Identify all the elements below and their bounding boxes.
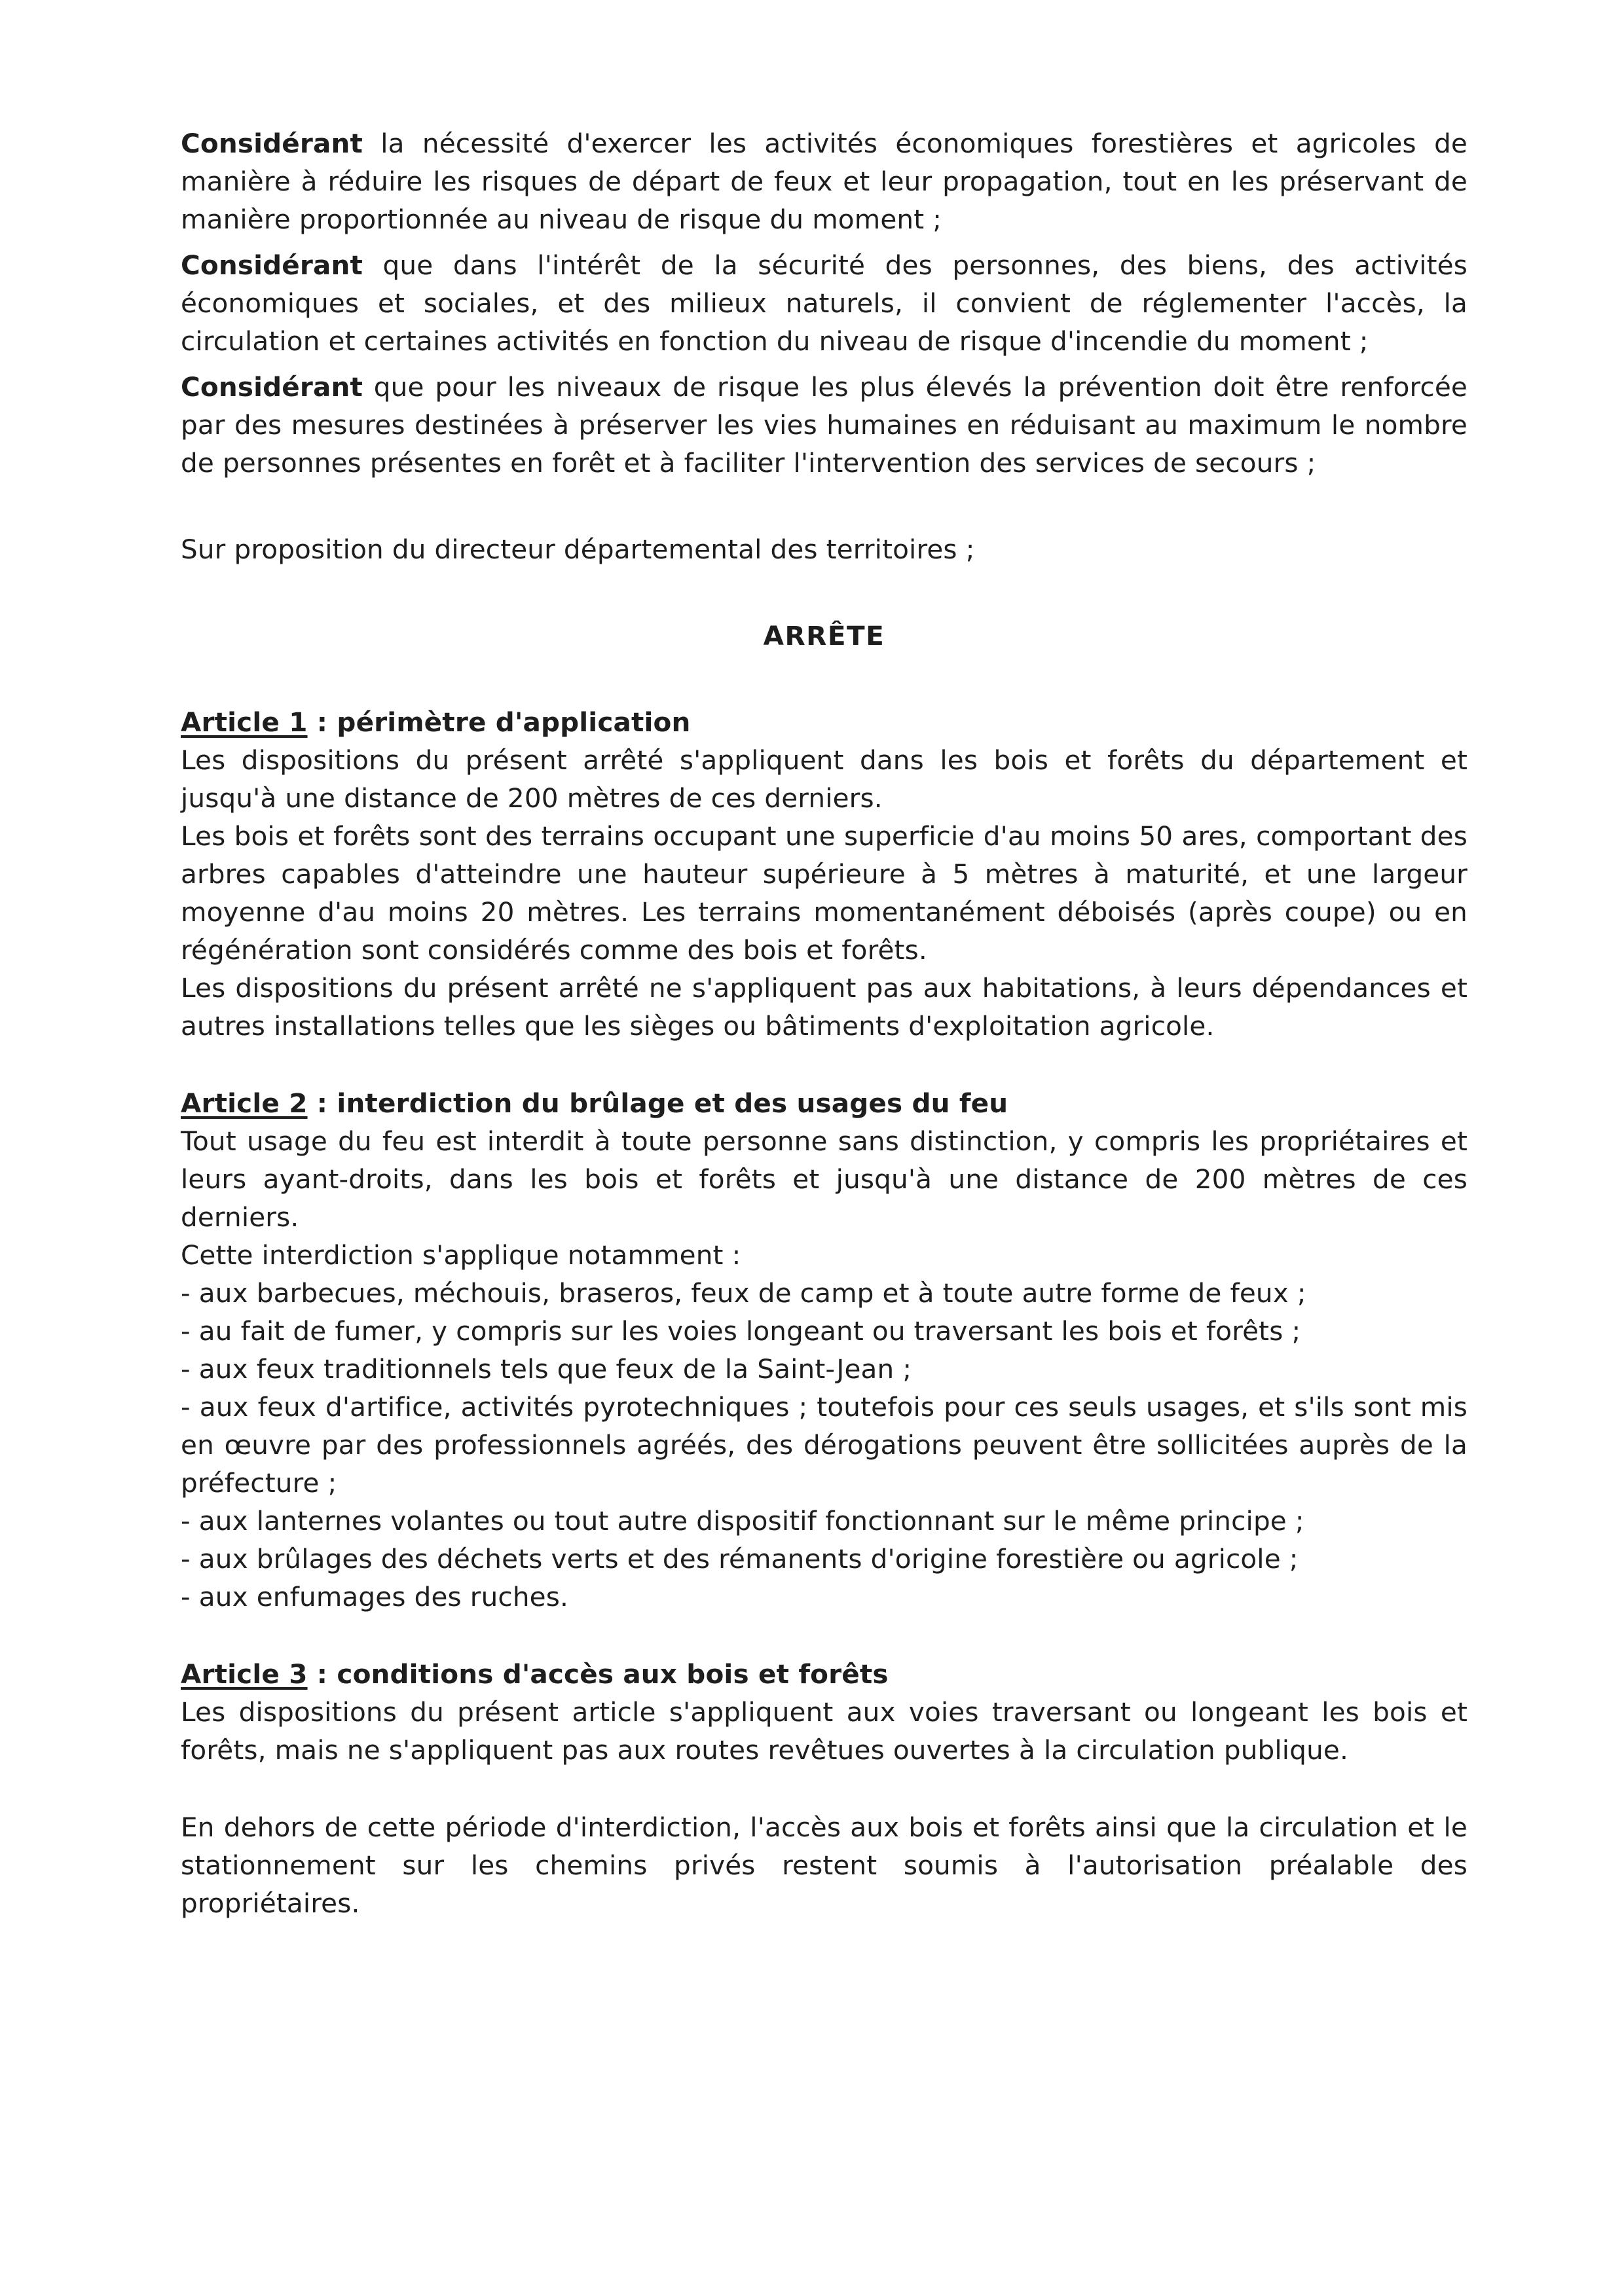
document-body [181,124,1467,1922]
article-number: Article 1 [181,706,308,738]
article-separator: : [307,1658,337,1690]
considerant-lead: Considérant [181,371,363,403]
considerant-2 [181,246,1467,360]
decree-title: ARRÊTE [763,620,885,651]
list-item: - aux barbecues, méchouis, braseros, feux de camp et à toute autre forme de feux ; [181,1277,1306,1309]
considerant-text: la nécessité d'exercer les activités économiques forestières et agricoles de manière à réduire les risques de départ de feux et leur propagation, tout en les préservant de manière proportionnée au niveau de risque du moment ; [181,128,1467,235]
considerant-lead: Considérant [181,249,363,281]
considerant-lead: Considérant [181,128,363,159]
considerant-3 [181,368,1467,482]
article-3-paragraph: En dehors de cette période d'interdiction, l'accès aux bois et forêts ainsi que la circulation et le stationnement sur les chemins privés restent soumis à l'autorisation préalable des propriétaires. [181,1812,1467,1919]
considerant-1 [181,124,1467,238]
list-item: - aux feux d'artifice, activités pyrotechniques ; toutefois pour ces seuls usages, et s'ils sont mis en œuvre par des professionnels agréés, des dérogations peuvent être sollicitées auprès de la préfecture ; [181,1391,1467,1499]
article-2-intro: Tout usage du feu est interdit à toute personne sans distinction, y compris les propriétaires et leurs ayant-droits, dans les bois et forêts et jusqu'à une distance de 200 mètres de ces derniers. [181,1125,1467,1233]
article-1-heading [181,703,1467,741]
article-separator: : [307,706,337,738]
article-3-paragraph: Les dispositions du présent article s'appliquent aux voies traversant ou longeant les bois et forêts, mais ne s'appliquent pas aux routes revêtues ouvertes à la circulation publique. [181,1696,1467,1766]
article-number: Article 2 [181,1087,308,1119]
article-number: Article 3 [181,1658,308,1690]
considerant-text: que pour les niveaux de risque les plus élevés la prévention doit être renforcée par des mesures destinées à préserver les vies humaines en réduisant au maximum le nombre de personnes présentes en forêt et à faciliter l'intervention des services de secours ; [181,371,1467,479]
list-item: - aux brûlages des déchets verts et des rémanents d'origine forestière ou agricole ; [181,1543,1299,1575]
article-1-paragraph: Les dispositions du présent arrêté ne s'appliquent pas aux habitations, à leurs dépendances et autres installations telles que les sièges ou bâtiments d'exploitation agricole. [181,972,1467,1042]
list-item: - au fait de fumer, y compris sur les voies longeant ou traversant les bois et forêts ; [181,1315,1301,1347]
article-1-paragraph: Les bois et forêts sont des terrains occupant une superficie d'au moins 50 ares, comportant des arbres capables d'atteindre une hauteur supérieure à 5 mètres à maturité, et une largeur moyenne d'au moins 20 mètres. Les terrains momentanément déboisés (après coupe) ou en régénération sont considérés comme des bois et forêts. [181,820,1467,966]
article-title: interdiction du brûlage et des usages du feu [337,1087,1008,1119]
article-separator: : [307,1087,337,1119]
article-3-heading [181,1655,1467,1693]
list-item: - aux enfumages des ruches. [181,1581,568,1613]
article-title: conditions d'accès aux bois et forêts [337,1658,889,1690]
article-1-paragraph: Les dispositions du présent arrêté s'appliquent dans les bois et forêts du département et jusqu'à une distance de 200 mètres de ces derniers. [181,744,1467,814]
proposition-line: Sur proposition du directeur départemental des territoires ; [181,534,975,565]
article-title: périmètre d'application [337,706,691,738]
considerant-text: que dans l'intérêt de la sécurité des personnes, des biens, des activités économiques et sociales, et des milieux naturels, il convient de réglementer l'accès, la circulation et certaines activités en fonction du niveau de risque d'incendie du moment ; [181,249,1467,357]
article-2-list-intro: Cette interdiction s'applique notamment : [181,1239,741,1271]
list-item: - aux lanternes volantes ou tout autre dispositif fonctionnant sur le même principe ; [181,1505,1304,1537]
article-2-heading [181,1084,1467,1122]
list-item: - aux feux traditionnels tels que feux de la Saint-Jean ; [181,1353,912,1385]
